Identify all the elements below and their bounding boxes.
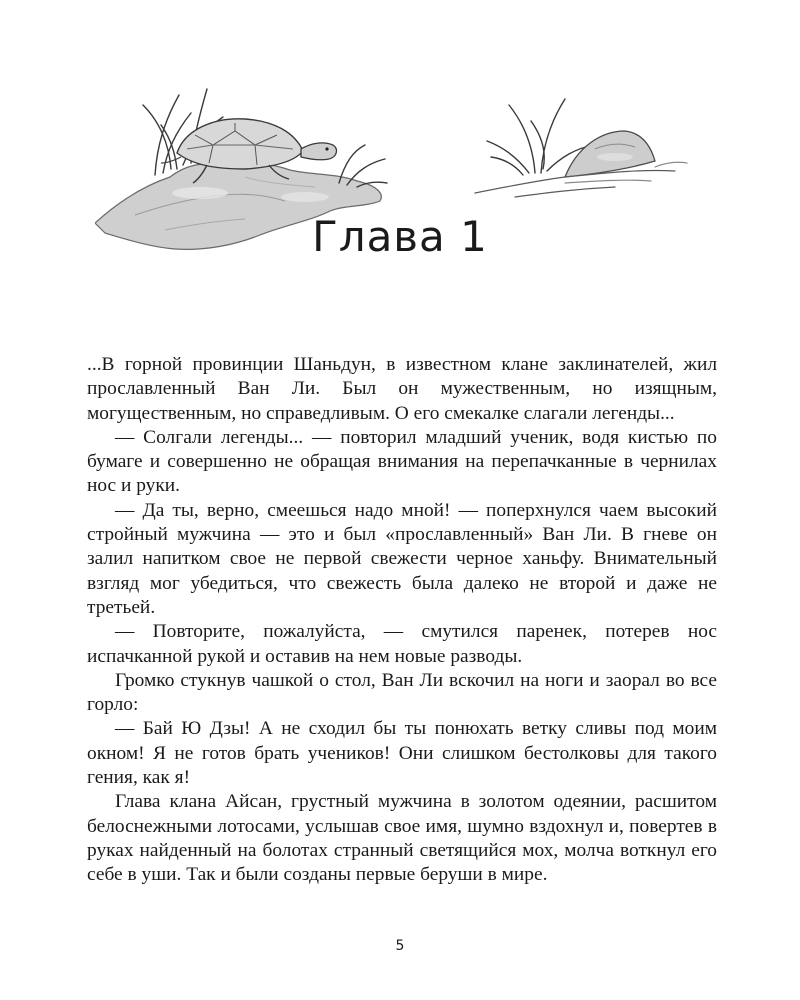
paragraph: — Повторите, пожалуйста, — смутился паренек, потерев нос испачканной рукой и оставив на нем новые разводы. [87,621,717,667]
paragraph: — Да ты, верно, смеешься надо мной! — поперхнулся чаем высокий стройный мужчина — это и был «прославленный» Ван Ли. В гневе он залил напитком свое не первой свежести черное ханьфу. Внимательный взгляд мог убедиться, что свежесть была далеко не второй и даже не третьей. [87,499,717,618]
chapter-text [87,353,717,888]
page-number: 5 [395,938,405,954]
paragraph: ...В горной провинции Шаньдун, в известном клане заклинателей, жил прославленный Ван Ли. Был он мужественным, но изящным, могущественным, но справедливым. О его смекалке слагали легенды... [87,354,717,424]
right-stone [565,131,655,177]
paragraph: — Солгали легенды... — повторил младший ученик, водя кистью по бумаге и совершенно не обращая внимания на перепачканные в чернилах нос и руки. [87,426,717,497]
paragraph: Глава клана Айсан, грустный мужчина в золотом одеянии, расшитом белоснежными лотосами, услышав свое имя, шумно вздохнул и, повертев в руках найденный на болотах странный светящийся мох, молча воткнул его себе в уши. Так и были созданы первые беруши в мире. [87,791,717,886]
chapter-title: Глава 1 [312,212,488,261]
paragraph: Громко стукнув чашкой о стол, Ван Ли вскочил на ноги и заорал во все горло: [87,669,717,716]
paragraph: — Бай Ю Дзы! А не сходил бы ты понюхать ветку сливы под моим окном! Я не готов брать учеников! Они слишком бестолковы для такого гения, как я! [87,718,717,789]
